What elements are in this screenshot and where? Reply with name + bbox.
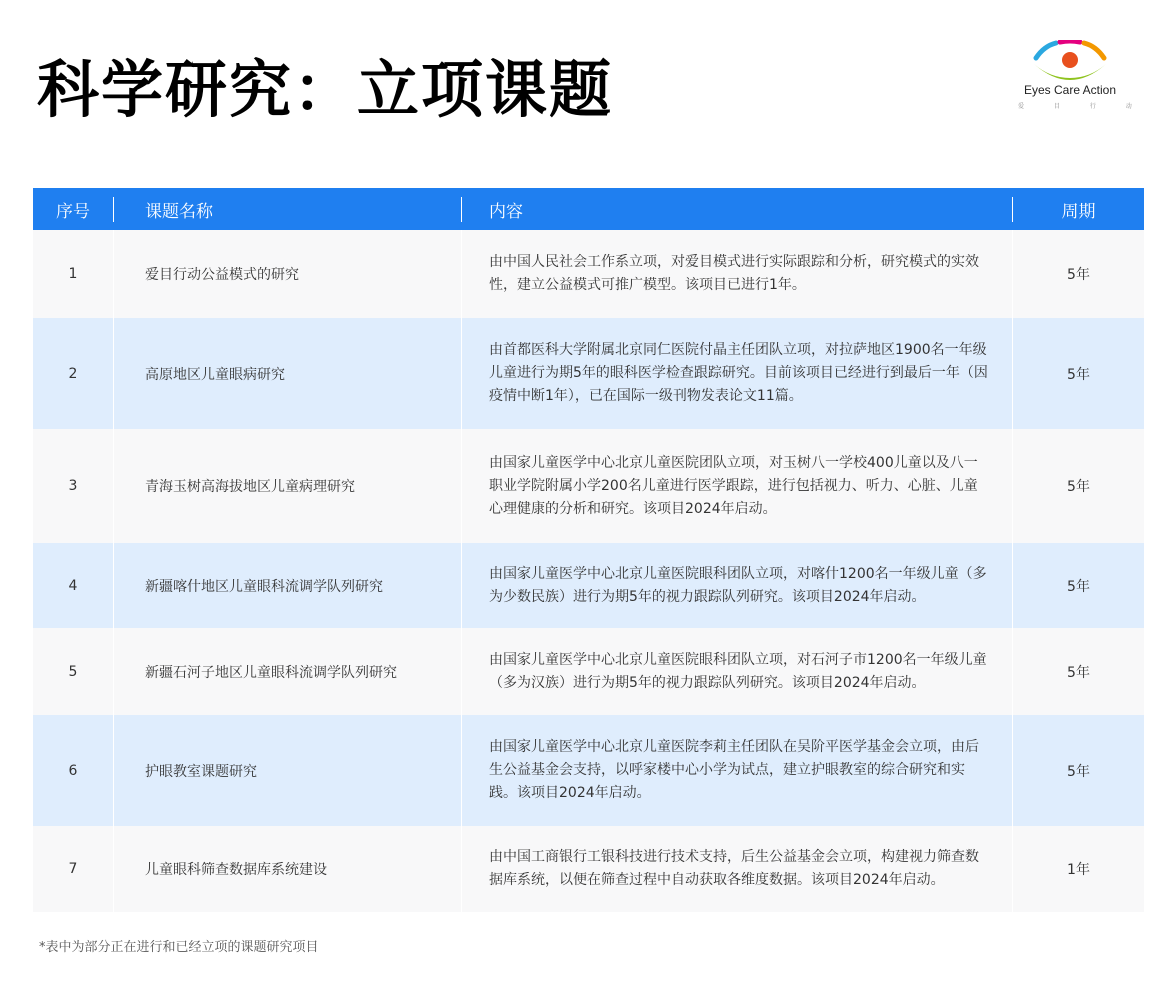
row-name: 新疆石河子地区儿童眼科流调学队列研究 xyxy=(113,628,461,715)
logo-text: Eyes Care Action xyxy=(1023,83,1117,97)
row-name: 儿童眼科筛查数据库系统建设 xyxy=(113,826,461,912)
header-content: 内容 xyxy=(461,197,1012,222)
row-name: 护眼教室课题研究 xyxy=(113,715,461,826)
row-number: 4 xyxy=(68,577,78,594)
row-content: 由国家儿童医学中心北京儿童医院李莉主任团队在吴阶平医学基金会立项，由后生公益基金会支持，以呼家楼中心小学为试点，建立护眼教室的综合研究和实践。该项目2024年启动。 xyxy=(461,715,1012,826)
row-number: 7 xyxy=(68,861,78,877)
row-period: 1年 xyxy=(1012,826,1144,912)
row-name: 青海玉树高海拔地区儿童病理研究 xyxy=(113,429,461,543)
row-period: 5年 xyxy=(1012,715,1144,826)
footnote: *表中为部分正在进行和已经立项的课题研究项目 xyxy=(39,940,319,955)
row-content: 由国家儿童医学中心北京儿童医院眼科团队立项，对喀什1200名一年级儿童（多为少数民族）进行为期5年的视力跟踪队列研究。该项目2024年启动。 xyxy=(461,543,1012,628)
table-row xyxy=(33,318,1144,429)
table-row xyxy=(33,715,1144,826)
header-period: 周期 xyxy=(1012,197,1144,222)
row-content: 由首都医科大学附属北京同仁医院付晶主任团队立项，对拉萨地区1900名一年级儿童进行为期5年的眼科医学检查跟踪研究。目前该项目已经进行到最后一年（因疫情中断1年），已在国际一级刊物发表论文11篇。 xyxy=(461,318,1012,429)
table-row xyxy=(33,429,1144,543)
row-period: 5年 xyxy=(1012,628,1144,715)
row-content: 由中国人民社会工作系立项，对爱目模式进行实际跟踪和分析，研究模式的实效性，建立公益模式可推广模型。该项目已进行1年。 xyxy=(461,230,1012,318)
row-number: 2 xyxy=(68,365,78,382)
row-period: 5年 xyxy=(1012,429,1144,543)
row-number: 1 xyxy=(68,266,78,282)
row-name: 高原地区儿童眼病研究 xyxy=(113,318,461,429)
header-name: 课题名称 xyxy=(113,197,461,222)
row-name: 新疆喀什地区儿童眼科流调学队列研究 xyxy=(113,543,461,628)
table-header xyxy=(33,188,1144,230)
row-content: 由国家儿童医学中心北京儿童医院眼科团队立项，对石河子市1200名一年级儿童（多为汉族）进行为期5年的视力跟踪队列研究。该项目2024年启动。 xyxy=(461,628,1012,715)
row-period: 5年 xyxy=(1012,543,1144,628)
table-row xyxy=(33,543,1144,628)
row-number: 3 xyxy=(68,478,78,494)
row-number: 6 xyxy=(68,762,78,779)
row-name: 爱目行动公益模式的研究 xyxy=(113,230,461,318)
eye-logo-icon xyxy=(1030,40,1110,82)
row-period: 5年 xyxy=(1012,318,1144,429)
table-row xyxy=(33,826,1144,912)
page-title: 科学研究：立项课题 xyxy=(37,53,614,126)
row-content: 由国家儿童医学中心北京儿童医院团队立项，对玉树八一学校400儿童以及八一职业学院附属小学200名儿童进行医学跟踪，进行包括视力、听力、心脏、儿童心理健康的分析和研究。该项目2024年启动。 xyxy=(461,429,1012,543)
row-content: 由中国工商银行工银科技进行技术支持，后生公益基金会立项，构建视力筛查数据库系统，以便在筛查过程中自动获取各维度数据。该项目2024年启动。 xyxy=(461,826,1012,912)
table-row xyxy=(33,230,1144,318)
projects-table xyxy=(33,188,1144,912)
row-period: 5年 xyxy=(1012,230,1144,318)
header-number: 序号 xyxy=(56,201,90,222)
logo-subtext: 爱 目 行 动 xyxy=(1018,103,1146,110)
logo xyxy=(1018,40,1146,116)
table-row xyxy=(33,628,1144,715)
row-number: 5 xyxy=(68,663,78,680)
